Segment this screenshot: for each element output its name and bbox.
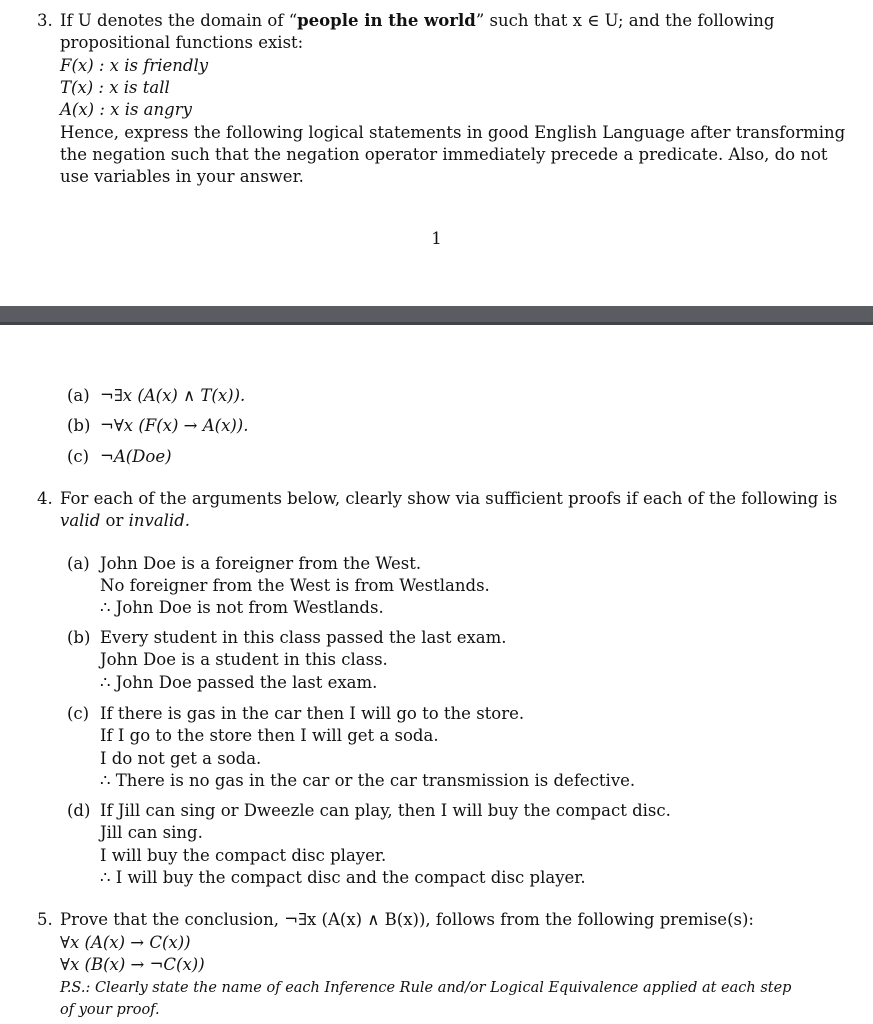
q4-arg-a-line-2: No foreigner from the West is from Westlands. xyxy=(100,576,490,595)
q5-premise-1: ∀x (A(x) → C(x)) xyxy=(60,933,191,952)
q3-intro xyxy=(60,10,774,32)
q4-arg-d-line-1: If Jill can sing or Dweezle can play, then I will buy the compact disc. xyxy=(100,801,671,820)
q3-function-f: F(x) : x is friendly xyxy=(60,56,209,75)
q3-function-t: T(x) : x is tall xyxy=(60,78,170,97)
q3-part-b-label: (b) xyxy=(67,416,91,435)
q4-arg-b-conclusion: ∴ John Doe passed the last exam. xyxy=(100,673,378,692)
q4-arg-c-line-3: I do not get a soda. xyxy=(100,749,262,768)
q5-number: 5. xyxy=(37,910,53,929)
q3-part-b-formula: ¬∀x (F(x) → A(x)). xyxy=(100,416,249,435)
q3-intro-post: ” such that x ∈ U; and the following xyxy=(475,11,775,30)
q3-line2: propositional functions exist: xyxy=(60,33,304,52)
page-top xyxy=(0,0,873,306)
q3-part-c-label: (c) xyxy=(67,447,90,466)
q4-valid: valid xyxy=(60,511,101,530)
q4-arg-a-line-1: John Doe is a foreigner from the West. xyxy=(100,554,422,573)
page-number: 1 xyxy=(431,229,442,248)
q4-arg-d-line-2: Jill can sing. xyxy=(100,823,203,842)
q3-function-a: A(x) : x is angry xyxy=(60,100,192,119)
q4-arg-b-label: (b) xyxy=(67,628,91,647)
q4-line2 xyxy=(60,510,190,532)
q4-arg-a-label: (a) xyxy=(67,554,90,573)
page-separator xyxy=(0,306,873,325)
q3-intro-bold: people in the world xyxy=(297,11,476,30)
q4-arg-c-label: (c) xyxy=(67,704,90,723)
q4-arg-b-line-2: John Doe is a student in this class. xyxy=(100,650,388,669)
q4-arg-a-conclusion: ∴ John Doe is not from Westlands. xyxy=(100,598,384,617)
q5-premise-2: ∀x (B(x) → ¬C(x)) xyxy=(60,955,205,974)
q4-arg-c-conclusion: ∴ There is no gas in the car or the car transmission is defective. xyxy=(100,771,636,790)
q4-arg-d-label: (d) xyxy=(67,801,91,820)
q4-arg-d-conclusion: ∴ I will buy the compact disc and the compact disc player. xyxy=(100,868,586,887)
q5-line1: Prove that the conclusion, ¬∃x (A(x) ∧ B(x)), follows from the following premise(s): xyxy=(60,910,754,929)
q4-invalid: invalid. xyxy=(128,511,191,530)
q4-arg-b-line-1: Every student in this class passed the last exam. xyxy=(100,628,507,647)
q3-hence-line-1: Hence, express the following logical statements in good English Language after transforming xyxy=(60,123,846,142)
q3-intro-pre: If U denotes the domain of “ xyxy=(60,11,298,30)
q4-line1: For each of the arguments below, clearly show via sufficient proofs if each of the following is xyxy=(60,489,838,508)
q5-ps-line-1: P.S.: Clearly state the name of each Inference Rule and/or Logical Equivalence applied at each step xyxy=(60,980,792,996)
q3-part-a-label: (a) xyxy=(67,386,90,405)
q3-number: 3. xyxy=(37,11,53,30)
q4-or: or xyxy=(100,511,129,530)
q4-arg-c-line-2: If I go to the store then I will get a soda. xyxy=(100,726,439,745)
q4-arg-d-line-3: I will buy the compact disc player. xyxy=(100,846,387,865)
q3-part-a-formula: ¬∃x (A(x) ∧ T(x)). xyxy=(100,386,246,405)
q3-hence-line-3: use variables in your answer. xyxy=(60,167,304,186)
q5-ps-line-2: of your proof. xyxy=(60,1002,160,1018)
q4-arg-c-line-1: If there is gas in the car then I will go to the store. xyxy=(100,704,525,723)
q3-part-c-formula: ¬A(Doe) xyxy=(100,447,172,466)
q3-hence-line-2: the negation such that the negation operator immediately precede a predicate. Also, do not xyxy=(60,145,828,164)
q4-number: 4. xyxy=(37,489,53,508)
